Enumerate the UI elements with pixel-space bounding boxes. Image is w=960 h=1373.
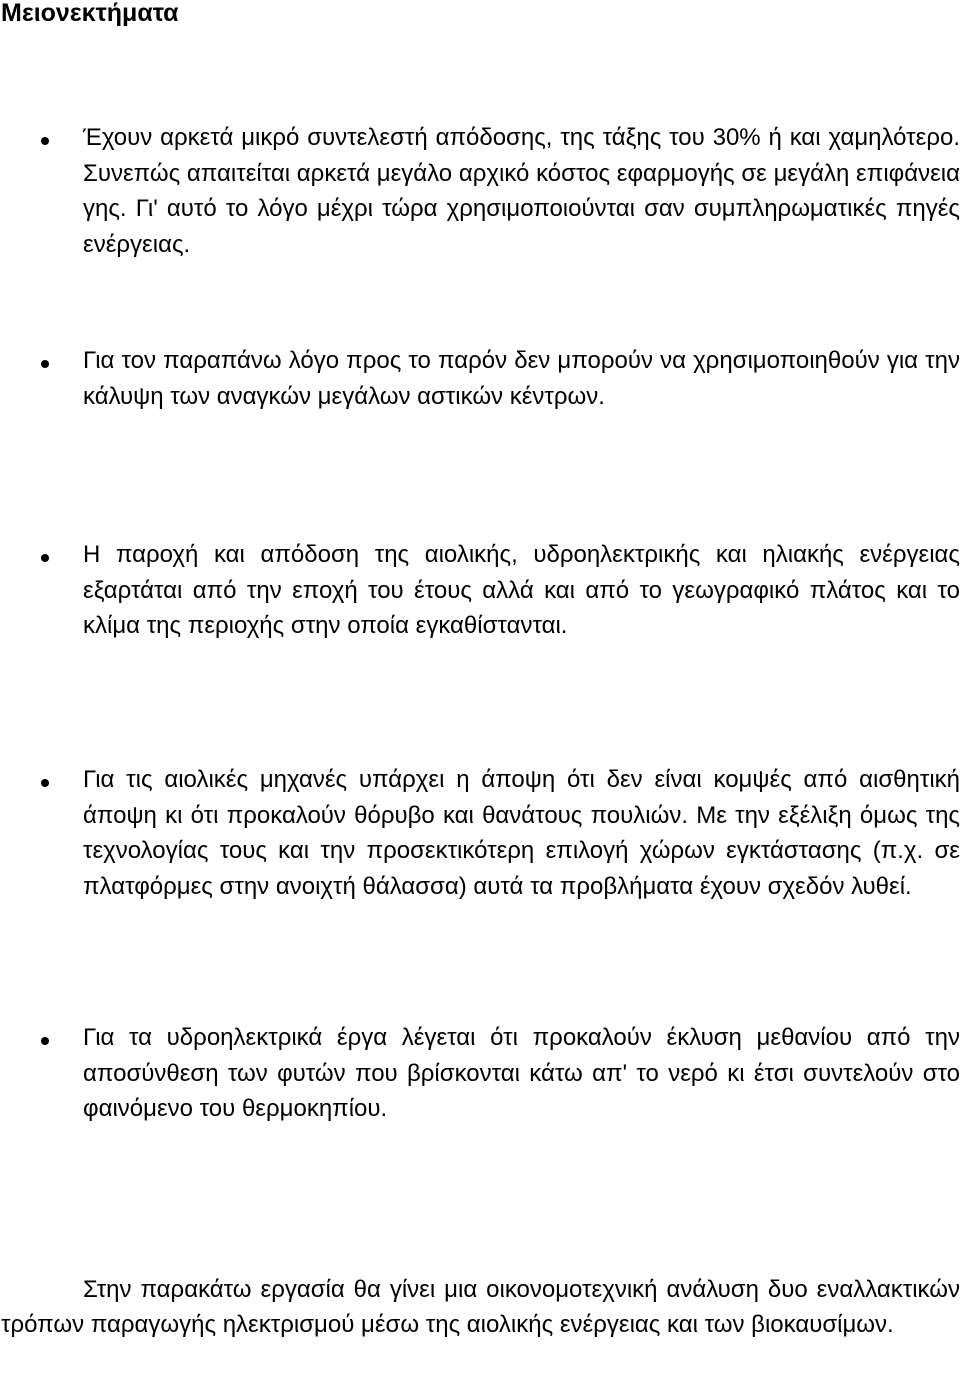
list-item-text: Για τις αιολικές μηχανές υπάρχει η άποψη ότι δεν είναι κομψές από αισθητική άποψη κι ότι προκαλούν θόρυβο και θανάτους πουλιών. Με την εξέλιξη όμως της τεχνολογίας τους και την προσεκτικότερη επιλογή χώρων εγκτάστασης (π.χ. σε πλατφόρμες στην ανοιχτή θάλασσα) αυτά τα προβλήματα έχουν σχεδόν λυθεί. xyxy=(83,766,960,900)
list-item-text: Η παροχή και απόδοση της αιολικής, υδροηλεκτρικής και ηλιακής ενέργειας εξαρτάται από την εποχή του έτους αλλά και από το γεωγραφικό πλάτος και το κλίμα της περιοχής στην οποία εγκαθίστανται. xyxy=(83,541,960,640)
closing-paragraph: Στην παρακάτω εργασία θα γίνει μια οικονομοτεχνική ανάλυση δυο εναλλακτικών τρόπων παραγωγής ηλεκτρισμού μέσω της αιολικής ενέργειας και των βιοκαυσίμων. xyxy=(1,1276,960,1338)
list-item-text: Για τα υδροηλεκτρικά έργα λέγεται ότι προκαλούν έκλυση μεθανίου από την αποσύνθεση των φυτών που βρίσκονται κάτω απ' το νερό κι έτσι συντελούν στο φαινόμενο του θερμοκηπίου. xyxy=(83,1024,960,1123)
bullet-icon xyxy=(41,137,49,145)
bullet-icon xyxy=(41,779,49,787)
bullet-icon xyxy=(41,360,49,368)
section-heading: Μειονεκτήματα xyxy=(1,0,179,27)
list-item-text: Για τον παραπάνω λόγο προς το παρόν δεν μπορούν να χρησιμοποιηθούν για την κάλυψη των αναγκών μεγάλων αστικών κέντρων. xyxy=(83,347,960,410)
list-item-text: Έχουν αρκετά μικρό συντελεστή απόδοσης, της τάξης του 30% ή και χαμηλότερο. Συνεπώς απαιτείται αρκετά μεγάλο αρχικό κόστος εφαρμογής σε μεγάλη επιφάνεια γης. Γι' αυτό το λόγο μέχρι τώρα χρησιμοποιούνται σαν συμπληρωματικές πηγές ενέργειας. xyxy=(83,124,960,258)
bullet-icon xyxy=(41,554,49,562)
bullet-icon xyxy=(41,1037,49,1045)
